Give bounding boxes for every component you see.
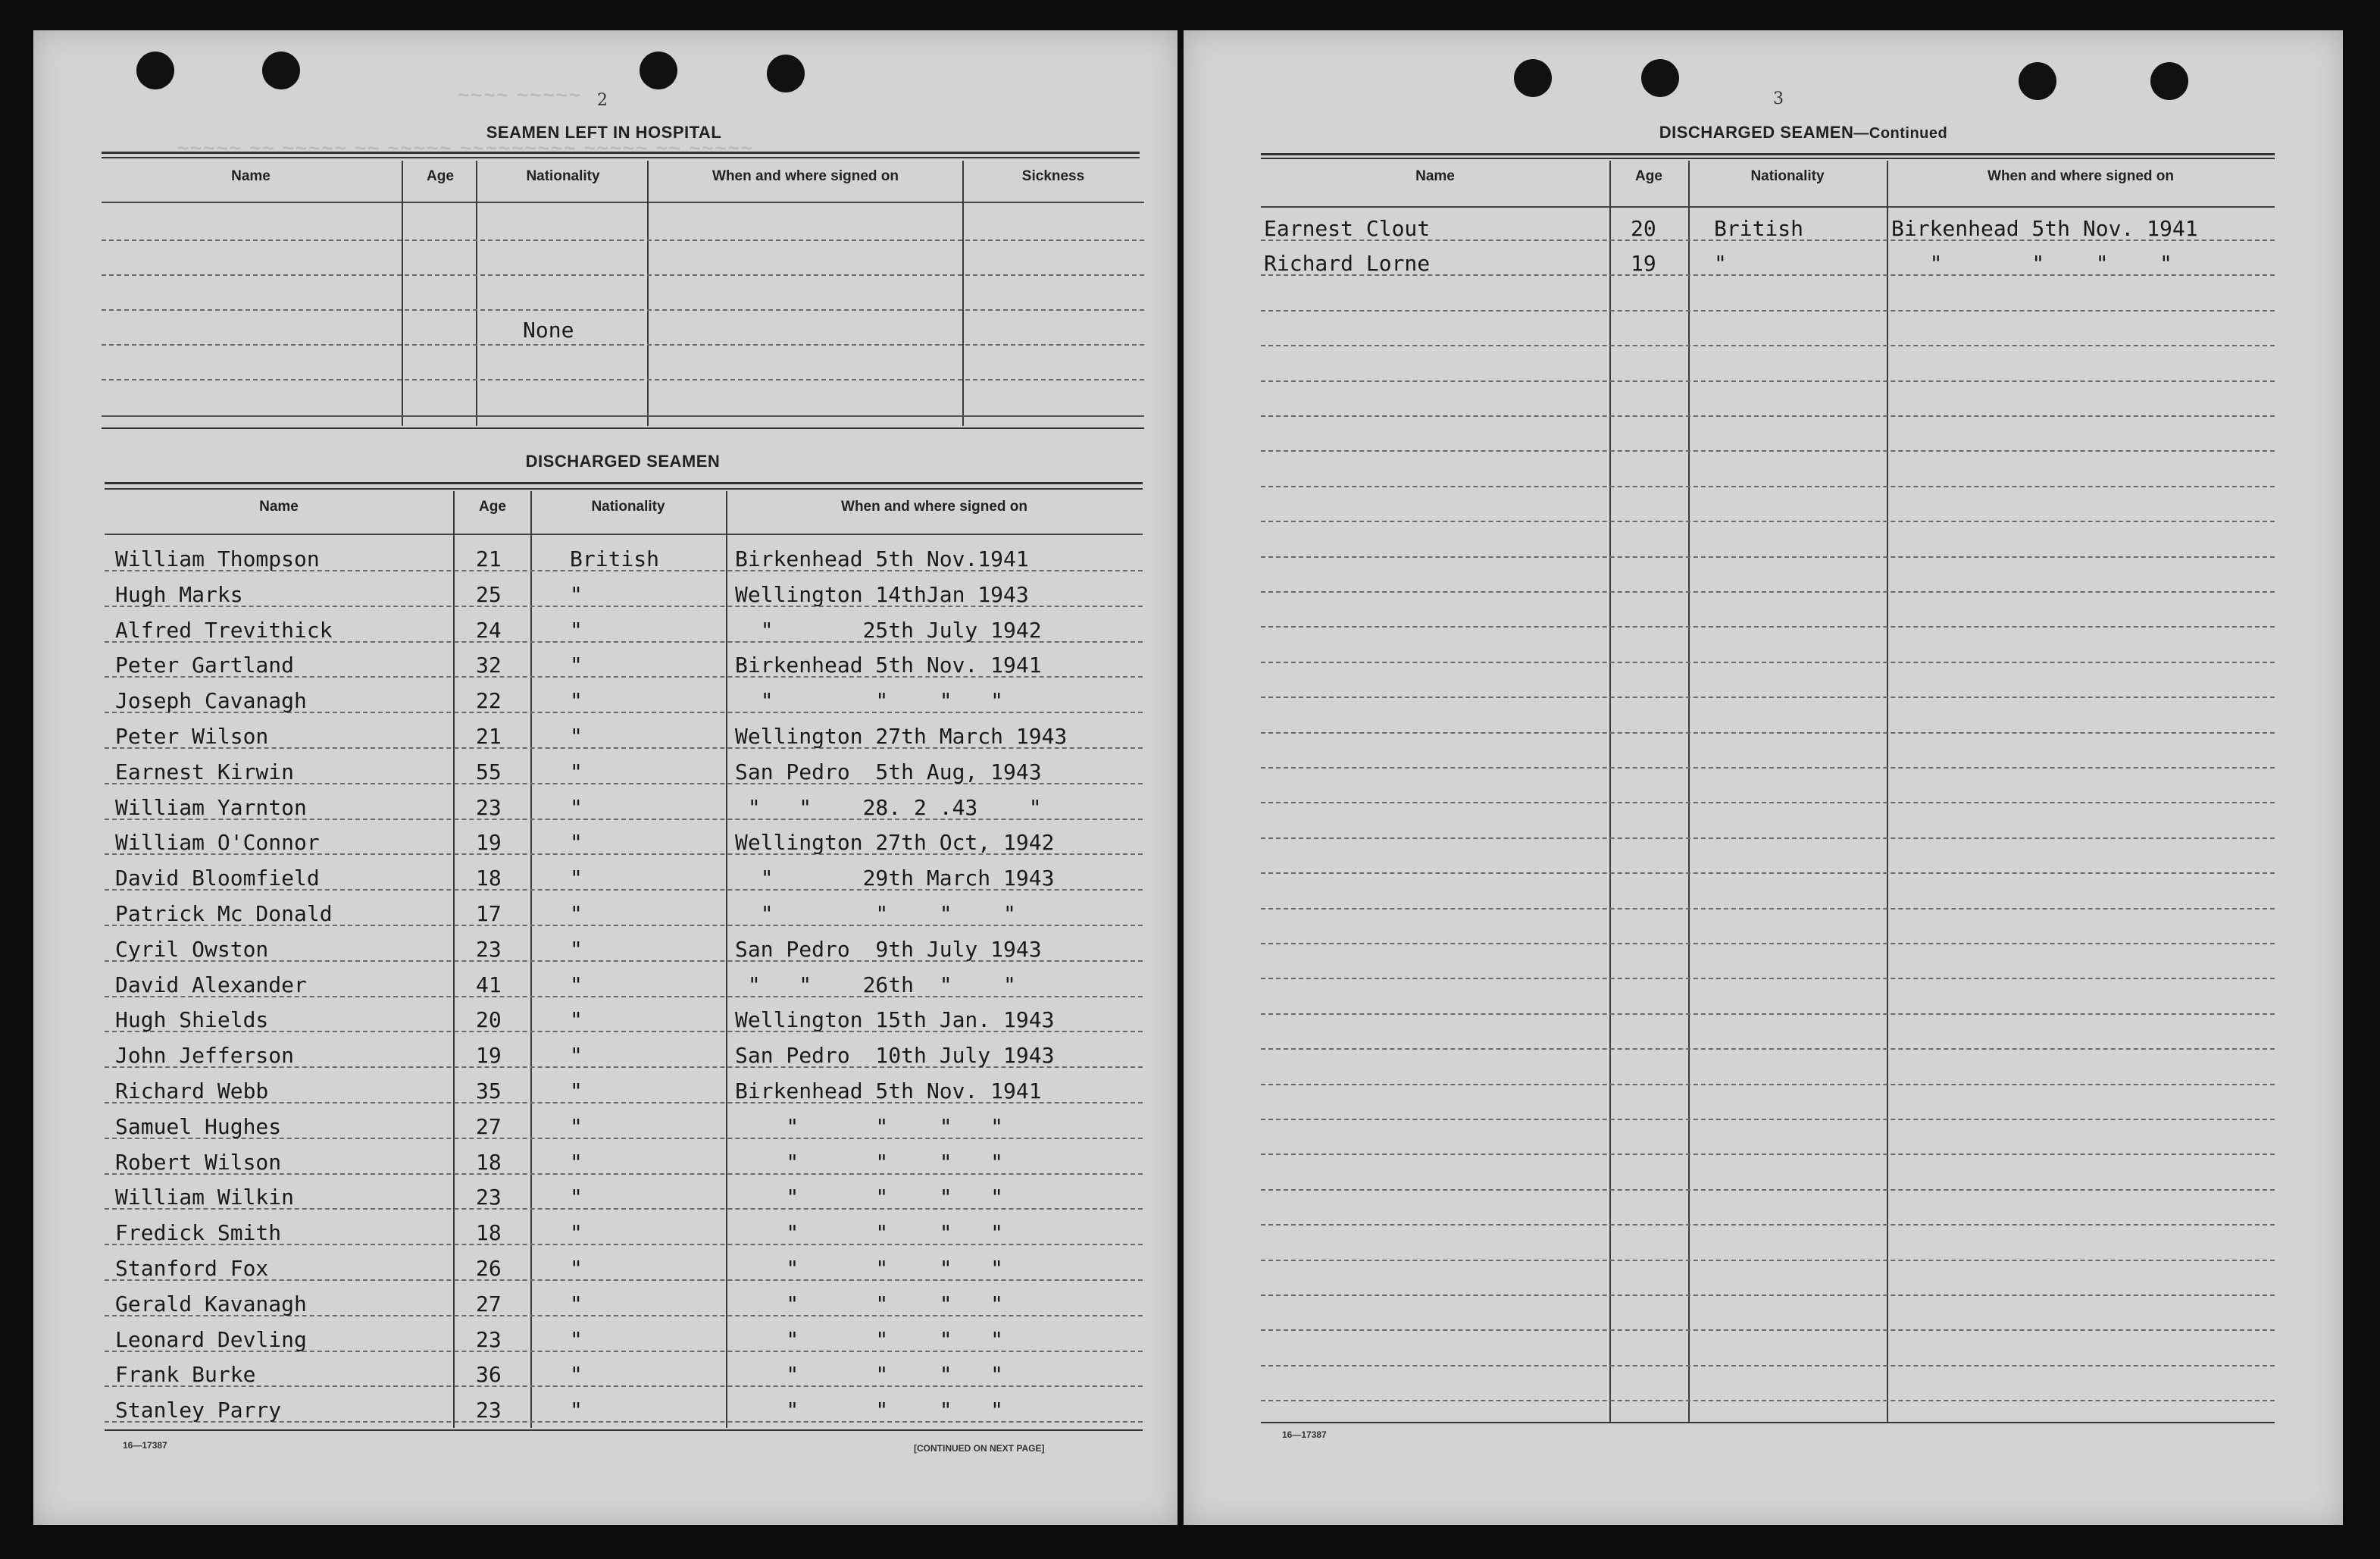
- row-line: [102, 239, 1144, 241]
- seaman-signed-on: San Pedro 9th July 1943: [735, 936, 1042, 962]
- seaman-signed-on: " " " ": [735, 901, 1016, 926]
- seaman-name: Gerald Kavanagh: [115, 1291, 307, 1316]
- seaman-signed-on: " " " ": [735, 1362, 1004, 1388]
- table-row: [105, 1360, 1143, 1395]
- seaman-age: 23: [476, 1326, 502, 1352]
- form-code: 16—17387: [123, 1440, 167, 1451]
- row-line: [1261, 1048, 2275, 1050]
- left-page: [33, 30, 1177, 1525]
- seaman-age: 21: [476, 724, 502, 749]
- seaman-nationality: British: [1714, 216, 1804, 241]
- seaman-name: John Jefferson: [115, 1043, 295, 1069]
- table-row: [105, 970, 1143, 1006]
- seaman-signed-on: " " 26th " ": [735, 972, 1016, 997]
- row-line: [1261, 591, 2275, 593]
- column-header-signed-on: When and where signed on: [712, 168, 899, 184]
- seaman-name: David Alexander: [115, 972, 307, 997]
- seaman-age: 20: [476, 1007, 502, 1033]
- punch-hole: [640, 52, 677, 89]
- seaman-age: 22: [476, 688, 502, 714]
- seaman-signed-on: " " " ": [735, 1113, 1004, 1139]
- seaman-signed-on: San Pedro 10th July 1943: [735, 1043, 1055, 1069]
- seaman-name: Alfred Trevithick: [115, 617, 333, 643]
- bleed-through-text: ~~~~~ ~~ ~~~~~ ~~ ~~~~~ ~~~~~~~~~ ~~~~~ ~~ ~~~~~: [177, 136, 755, 159]
- seaman-age: 23: [476, 1398, 502, 1423]
- row-line: [1261, 1329, 2275, 1331]
- row-line: [1261, 1365, 2275, 1366]
- seaman-nationality: ": [570, 866, 583, 891]
- column-header-age: Age: [1635, 168, 1662, 184]
- seaman-name: Peter Gartland: [115, 653, 295, 678]
- column-header-signed-on: When and where signed on: [1988, 168, 2174, 184]
- table-row: [105, 615, 1143, 651]
- table-row: [105, 1076, 1143, 1112]
- discharged-continued-table-header: [1261, 161, 2275, 208]
- seaman-name: Fredick Smith: [115, 1220, 282, 1246]
- page-number: 3: [1773, 89, 1784, 108]
- row-line: [1261, 1260, 2275, 1261]
- table-row: [105, 1147, 1143, 1183]
- punch-hole: [136, 52, 174, 89]
- seaman-signed-on: " " " ": [735, 1149, 1004, 1175]
- seaman-age: 23: [476, 1185, 502, 1210]
- seaman-nationality: ": [570, 936, 583, 962]
- table-row: [1261, 249, 2275, 283]
- table-row: [105, 580, 1143, 615]
- row-line: [1261, 1119, 2275, 1120]
- punch-hole: [2019, 62, 2056, 100]
- seaman-name: Earnest Clout: [1264, 216, 1431, 241]
- seaman-signed-on: " " " ": [735, 1185, 1004, 1210]
- row-line: [1261, 908, 2275, 909]
- row-line: [1261, 1400, 2275, 1401]
- seaman-nationality: ": [570, 1291, 583, 1316]
- column-divider: [1609, 161, 1611, 1422]
- seaman-signed-on: " " " ": [735, 1220, 1004, 1246]
- seaman-nationality: ": [570, 1362, 583, 1388]
- punch-hole: [767, 55, 805, 92]
- bleed-through-text: ~~~~ ~~~~~: [458, 83, 582, 106]
- row-line: [1261, 802, 2275, 803]
- hospital-none-entry: None: [523, 318, 574, 343]
- seaman-nationality: ": [570, 1326, 583, 1352]
- seaman-nationality: ": [570, 1220, 583, 1246]
- seaman-nationality: ": [570, 1398, 583, 1423]
- seaman-age: 19: [476, 1043, 502, 1069]
- section-rule: [1261, 158, 2275, 159]
- seaman-age: 36: [476, 1362, 502, 1388]
- row-line: [1261, 1154, 2275, 1155]
- discharged-continued-title-suffix: —Continued: [1853, 125, 1948, 142]
- seaman-name: William Yarnton: [115, 794, 307, 820]
- row-line: [1261, 697, 2275, 698]
- seaman-age: 26: [476, 1256, 502, 1281]
- row-line: [1261, 1294, 2275, 1296]
- seaman-signed-on: " " 28. 2 .43 ": [735, 794, 1042, 820]
- seaman-signed-on: Birkenhead 5th Nov. 1941: [1891, 216, 2198, 241]
- seaman-age: 18: [476, 866, 502, 891]
- seaman-name: Hugh Marks: [115, 581, 243, 607]
- seaman-age: 24: [476, 617, 502, 643]
- seaman-age: 23: [476, 794, 502, 820]
- seaman-age: 20: [1631, 216, 1656, 241]
- column-header-name: Name: [1415, 168, 1455, 184]
- seaman-age: 35: [476, 1078, 502, 1104]
- seaman-nationality: ": [570, 1078, 583, 1104]
- hospital-table-header: [102, 161, 1144, 203]
- seaman-name: Richard Lorne: [1264, 251, 1431, 277]
- seaman-signed-on: Wellington 27th March 1943: [735, 724, 1068, 749]
- table-row: [105, 650, 1143, 686]
- row-line: [1261, 943, 2275, 944]
- row-line: [1261, 310, 2275, 311]
- seaman-nationality: British: [570, 546, 660, 571]
- seaman-nationality: ": [570, 1113, 583, 1139]
- seaman-nationality: ": [570, 759, 583, 784]
- seaman-age: 32: [476, 653, 502, 678]
- seaman-name: Stanley Parry: [115, 1398, 282, 1423]
- row-line: [1261, 872, 2275, 874]
- row-line: [102, 379, 1144, 380]
- page-number: 2: [597, 91, 608, 110]
- seaman-nationality: ": [570, 830, 583, 856]
- row-line: [1261, 486, 2275, 487]
- table-row: [105, 722, 1143, 757]
- table-row: [105, 544, 1143, 580]
- table-row: [1261, 214, 2275, 249]
- table-row: [105, 899, 1143, 934]
- table-row: [105, 1112, 1143, 1147]
- seaman-age: 18: [476, 1149, 502, 1175]
- seaman-signed-on: Wellington 14thJan 1943: [735, 581, 1029, 607]
- section-rule: [1261, 153, 2275, 155]
- row-line: [102, 415, 1144, 417]
- row-line: [1261, 450, 2275, 452]
- seaman-signed-on: " " " ": [735, 1398, 1004, 1423]
- row-line: [1261, 662, 2275, 663]
- seaman-nationality: ": [570, 1043, 583, 1069]
- seaman-name: Hugh Shields: [115, 1007, 269, 1033]
- seaman-age: 21: [476, 546, 502, 571]
- column-header-name: Name: [231, 168, 271, 184]
- seaman-name: Peter Wilson: [115, 724, 269, 749]
- seaman-age: 23: [476, 936, 502, 962]
- seaman-name: Joseph Cavanagh: [115, 688, 307, 714]
- punch-hole: [262, 52, 300, 89]
- seaman-signed-on: " 29th March 1943: [735, 866, 1055, 891]
- seaman-nationality: ": [570, 688, 583, 714]
- seaman-name: Earnest Kirwin: [115, 759, 295, 784]
- continued-note: [CONTINUED ON NEXT PAGE]: [914, 1443, 1045, 1454]
- row-line: [1261, 1084, 2275, 1085]
- section-rule: [102, 152, 1140, 154]
- seaman-age: 18: [476, 1220, 502, 1246]
- seaman-signed-on: Birkenhead 5th Nov.1941: [735, 546, 1029, 571]
- seaman-nationality: ": [570, 794, 583, 820]
- row-line: [1261, 767, 2275, 769]
- table-row: [105, 1254, 1143, 1289]
- seaman-nationality: ": [570, 617, 583, 643]
- column-header-age: Age: [479, 499, 506, 515]
- form-code: 16—17387: [1282, 1429, 1327, 1440]
- row-line: [1261, 380, 2275, 382]
- row-line: [102, 274, 1144, 276]
- seaman-nationality: ": [570, 1185, 583, 1210]
- section-rule: [105, 488, 1143, 490]
- row-line: [1261, 1224, 2275, 1226]
- table-bottom-rule: [105, 1429, 1143, 1431]
- seaman-name: Frank Burke: [115, 1362, 256, 1388]
- section-rule: [105, 482, 1143, 484]
- row-line: [1261, 1189, 2275, 1191]
- seaman-nationality: ": [1714, 251, 1727, 277]
- seaman-age: 55: [476, 759, 502, 784]
- seaman-signed-on: Birkenhead 5th Nov. 1941: [735, 1078, 1042, 1104]
- seaman-age: 25: [476, 581, 502, 607]
- seaman-name: Patrick Mc Donald: [115, 901, 333, 926]
- row-line: [1261, 732, 2275, 734]
- column-header-signed-on: When and where signed on: [841, 499, 1027, 515]
- discharged-table: [105, 491, 1143, 1431]
- row-line: [102, 344, 1144, 346]
- seaman-nationality: ": [570, 724, 583, 749]
- seaman-age: 27: [476, 1113, 502, 1139]
- table-row: [105, 1005, 1143, 1041]
- seaman-signed-on: Wellington 15th Jan. 1943: [735, 1007, 1055, 1033]
- discharged-table-header: [105, 491, 1143, 535]
- column-divider: [402, 161, 403, 426]
- section-rule: [102, 427, 1144, 429]
- seaman-nationality: ": [570, 972, 583, 997]
- column-header-nationality: Nationality: [591, 499, 665, 515]
- seaman-nationality: ": [570, 1007, 583, 1033]
- seaman-name: Samuel Hughes: [115, 1113, 282, 1139]
- discharged-continued-title: [1259, 123, 2347, 142]
- seaman-age: 27: [476, 1291, 502, 1316]
- discharged-continued-title-main: DISCHARGED SEAMEN: [1659, 123, 1854, 142]
- column-header-sickness: Sickness: [1021, 168, 1085, 184]
- seaman-signed-on: " " " ": [1891, 251, 2172, 277]
- column-header-age: Age: [427, 168, 454, 184]
- seaman-name: Stanford Fox: [115, 1256, 269, 1281]
- punch-hole: [1641, 59, 1679, 97]
- column-divider: [1887, 161, 1888, 1422]
- seaman-signed-on: " 25th July 1942: [735, 617, 1042, 643]
- row-line: [1261, 1013, 2275, 1015]
- seaman-nationality: ": [570, 653, 583, 678]
- punch-hole: [1514, 59, 1552, 97]
- seaman-name: William O'Connor: [115, 830, 320, 856]
- seaman-nationality: ": [570, 901, 583, 926]
- seaman-name: William Wilkin: [115, 1185, 295, 1210]
- seaman-signed-on: " " " ": [735, 1326, 1004, 1352]
- seaman-name: Robert Wilson: [115, 1149, 282, 1175]
- row-line: [1261, 626, 2275, 628]
- seaman-name: Richard Webb: [115, 1078, 269, 1104]
- table-row: [105, 1218, 1143, 1254]
- table-row: [105, 1325, 1143, 1360]
- seaman-age: 19: [1631, 251, 1656, 277]
- right-page: [1184, 30, 2343, 1525]
- seaman-signed-on: " " " ": [735, 1256, 1004, 1281]
- seaman-name: David Bloomfield: [115, 866, 320, 891]
- seaman-name: Leonard Devling: [115, 1326, 307, 1352]
- seaman-signed-on: " " " ": [735, 1291, 1004, 1316]
- row-line: [1261, 837, 2275, 839]
- seaman-signed-on: " " " ": [735, 688, 1004, 714]
- seaman-nationality: ": [570, 581, 583, 607]
- section-rule: [102, 157, 1140, 158]
- table-row: [105, 863, 1143, 899]
- column-header-nationality: Nationality: [1750, 168, 1825, 184]
- seaman-name: Cyril Owston: [115, 936, 269, 962]
- seaman-age: 19: [476, 830, 502, 856]
- seaman-signed-on: San Pedro 5th Aug, 1943: [735, 759, 1042, 784]
- hospital-table: [102, 161, 1144, 426]
- seaman-nationality: ": [570, 1256, 583, 1281]
- punch-hole: [2150, 62, 2188, 100]
- column-header-nationality: Nationality: [526, 168, 600, 184]
- row-line: [1261, 345, 2275, 346]
- table-row: [105, 793, 1143, 828]
- row-line: [1261, 978, 2275, 979]
- table-row: [105, 1182, 1143, 1218]
- seaman-signed-on: Wellington 27th Oct, 1942: [735, 830, 1055, 856]
- table-row: [105, 828, 1143, 863]
- column-divider: [962, 161, 964, 426]
- table-row: [105, 1041, 1143, 1076]
- seaman-age: 41: [476, 972, 502, 997]
- table-row: [105, 757, 1143, 793]
- table-bottom-rule: [1261, 1422, 2275, 1423]
- table-row: [105, 1289, 1143, 1325]
- column-divider: [1688, 161, 1690, 1422]
- seaman-age: 17: [476, 901, 502, 926]
- table-row: [105, 934, 1143, 970]
- seaman-nationality: ": [570, 1149, 583, 1175]
- discharged-continued-table: [1261, 161, 2275, 1423]
- seaman-signed-on: Birkenhead 5th Nov. 1941: [735, 653, 1042, 678]
- row-line: [1261, 521, 2275, 522]
- row-line: [102, 309, 1144, 311]
- table-row: [105, 686, 1143, 722]
- row-line: [1261, 556, 2275, 558]
- column-divider: [647, 161, 649, 426]
- row-line: [1261, 415, 2275, 417]
- column-header-name: Name: [259, 499, 299, 515]
- column-divider: [476, 161, 477, 426]
- hospital-section-title: SEAMEN LEFT IN HOSPITAL: [486, 123, 722, 142]
- discharged-section-title: DISCHARGED SEAMEN: [525, 452, 721, 471]
- seaman-name: William Thompson: [115, 546, 320, 571]
- table-row: [105, 1395, 1143, 1431]
